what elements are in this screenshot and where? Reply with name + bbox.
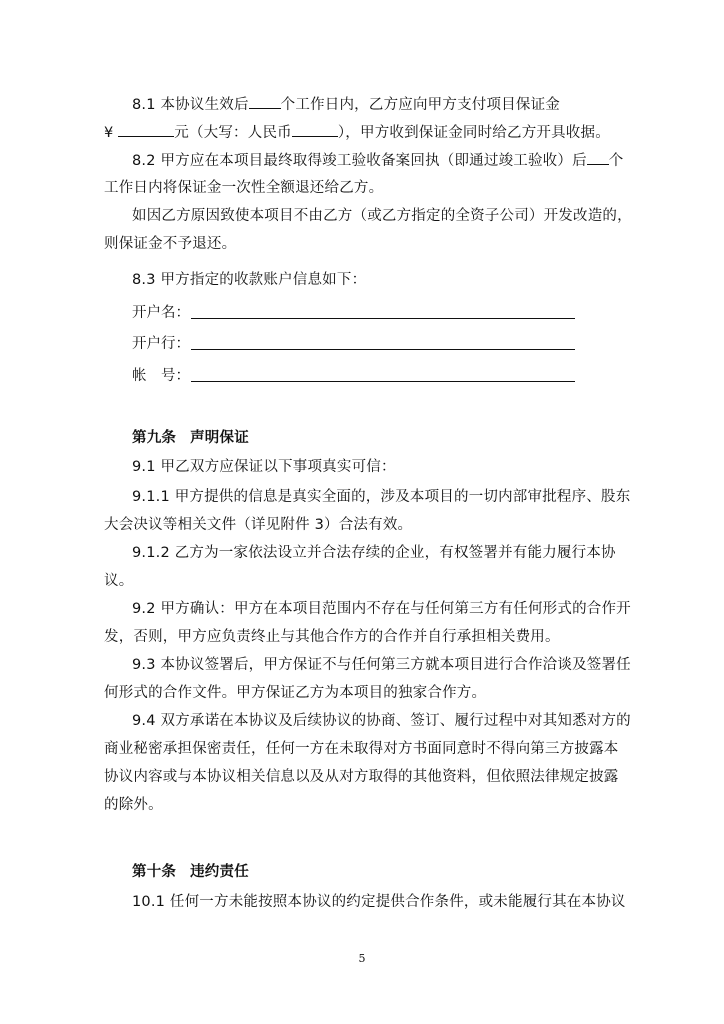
clause-8-1-line-2: ¥ 元（大写：人民币 ），甲方收到保证金同时给乙方开具收据。 [104,122,624,143]
account-number-line [191,381,575,382]
section-9-title: 第九条 声明保证 [132,430,249,446]
clause-9-4-line-3: 协议内容或与本协议相关信息以及从对方取得的其他资料，但依照法律规定披露 [104,769,619,785]
clause-9-4-line-1: 9.4 双方承诺在本协议及后续协议的协商、签订、履行过程中对其知悉对方的 [132,713,631,729]
clause-9-2-line-2: 发，否则，甲方应负责终止与其他合作方的合作并自行承担相关费用。 [104,629,560,645]
account-name-label: 开户名： [132,305,190,321]
clause-8-2-line-4: 则保证金不予退还。 [104,236,237,252]
clause-8-3: 8.3 甲方指定的收款账户信息如下： [132,272,367,288]
clause-9-1-1-line-1: 9.1.1 甲方提供的信息是真实全面的，涉及本项目的一切内部审批程序、股东 [132,489,631,505]
clause-9-1: 9.1 甲乙双方应保证以下事项真实可信： [132,459,396,475]
clause-10-1-line-1: 10.1 任何一方未能按照本协议的约定提供合作条件，或未能履行其在本协议 [132,894,626,910]
clause-8-2-line-3: 如因乙方原因致使本项目不由乙方（或乙方指定的全资子公司）开发改造的， [132,208,632,224]
page-number: 5 [358,952,366,965]
clause-9-4-line-4: 的除外。 [104,797,163,813]
clause-9-1-1-line-2: 大会决议等相关文件（详见附件 3）合法有效。 [104,517,413,533]
clause-8-1-line-1: 8.1 本协议生效后 个工作日内，乙方应向甲方支付项目保证金 [132,94,624,115]
blank-amount-words [292,122,338,137]
account-number-label: 帐 号： [132,368,190,384]
clause-9-3-line-2: 何形式的合作文件。甲方保证乙方为本项目的独家合作方。 [104,685,487,701]
account-bank-line [191,349,575,350]
account-bank-label: 开户行： [132,336,190,352]
clause-9-3-line-1: 9.3 本协议签署后，甲方保证不与任何第三方就本项目进行合作洽谈及签署任 [132,657,631,673]
account-name-line [191,318,575,319]
clause-9-2-line-1: 9.2 甲方确认：甲方在本项目范围内不存在与任何第三方有任何形式的合作开 [132,601,631,617]
clause-9-1-2-line-1: 9.1.2 乙方为一家依法设立并合法存续的企业，有权签署并有能力履行本协 [132,545,616,561]
clause-9-4-line-2: 商业秘密承担保密责任，任何一方在未取得对方书面同意时不得向第三方披露本 [104,741,619,757]
clause-9-1-2-line-2: 议。 [104,573,134,589]
clause-8-2-line-1: 8.2 甲方应在本项目最终取得竣工验收备案回执（即通过竣工验收）后 个 [132,150,624,171]
section-10-title: 第十条 违约责任 [132,864,249,880]
blank-workdays [249,94,281,109]
clause-8-2-line-2: 工作日内将保证金一次性全额退还给乙方。 [104,180,384,196]
blank-refund-days [587,150,609,165]
blank-amount [118,122,174,137]
